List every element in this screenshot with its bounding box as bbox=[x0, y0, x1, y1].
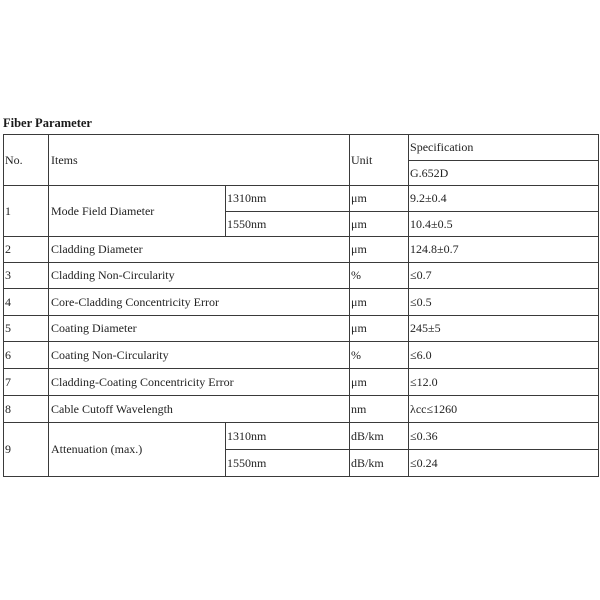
header-unit: Unit bbox=[350, 135, 409, 186]
row-item: Coating Non-Circularity bbox=[49, 342, 350, 369]
table-title: Fiber Parameter bbox=[3, 116, 92, 130]
table-row bbox=[4, 423, 599, 450]
row-item: Cladding Non-Circularity bbox=[49, 263, 350, 289]
table-row bbox=[4, 186, 599, 212]
row-number: 7 bbox=[4, 369, 49, 396]
row-wavelength: 1550nm bbox=[226, 450, 350, 477]
row-wavelength: 1310nm bbox=[226, 186, 350, 212]
row-number: 6 bbox=[4, 342, 49, 369]
header-row bbox=[4, 135, 599, 161]
row-spec: ≤6.0 bbox=[409, 342, 599, 369]
row-spec: 124.8±0.7 bbox=[409, 237, 599, 263]
row-number: 2 bbox=[4, 237, 49, 263]
row-spec: ≤0.36 bbox=[409, 423, 599, 450]
row-spec: ≤12.0 bbox=[409, 369, 599, 396]
row-item: Cable Cutoff Wavelength bbox=[49, 396, 350, 423]
row-number: 3 bbox=[4, 263, 49, 289]
row-spec: 10.4±0.5 bbox=[409, 212, 599, 237]
header-spec-type: G.652D bbox=[409, 161, 599, 186]
row-unit: μm bbox=[350, 289, 409, 316]
header-items: Items bbox=[49, 135, 350, 186]
header-specification: Specification bbox=[409, 135, 599, 161]
table-row bbox=[4, 316, 599, 342]
table-row bbox=[4, 342, 599, 369]
table-row bbox=[4, 289, 599, 316]
header-no: No. bbox=[4, 135, 49, 186]
row-spec: λcc≤1260 bbox=[409, 396, 599, 423]
fiber-parameter-table bbox=[3, 134, 599, 477]
table-row bbox=[4, 396, 599, 423]
row-wavelength: 1550nm bbox=[226, 212, 350, 237]
row-unit: μm bbox=[350, 186, 409, 212]
row-unit: μm bbox=[350, 212, 409, 237]
row-spec: ≤0.24 bbox=[409, 450, 599, 477]
row-spec: ≤0.7 bbox=[409, 263, 599, 289]
row-unit: % bbox=[350, 263, 409, 289]
row-item: Attenuation (max.) bbox=[49, 423, 226, 477]
table-row bbox=[4, 263, 599, 289]
row-item: Mode Field Diameter bbox=[49, 186, 226, 237]
row-item: Coating Diameter bbox=[49, 316, 350, 342]
row-unit: nm bbox=[350, 396, 409, 423]
table-row bbox=[4, 237, 599, 263]
row-number: 9 bbox=[4, 423, 49, 477]
row-item: Core-Cladding Concentricity Error bbox=[49, 289, 350, 316]
row-wavelength: 1310nm bbox=[226, 423, 350, 450]
row-number: 5 bbox=[4, 316, 49, 342]
row-spec: 9.2±0.4 bbox=[409, 186, 599, 212]
table-row bbox=[4, 369, 599, 396]
row-spec: 245±5 bbox=[409, 316, 599, 342]
row-unit: μm bbox=[350, 316, 409, 342]
row-number: 4 bbox=[4, 289, 49, 316]
row-unit: dB/km bbox=[350, 423, 409, 450]
row-item: Cladding-Coating Concentricity Error bbox=[49, 369, 350, 396]
row-number: 8 bbox=[4, 396, 49, 423]
row-unit: % bbox=[350, 342, 409, 369]
row-unit: μm bbox=[350, 369, 409, 396]
row-unit: dB/km bbox=[350, 450, 409, 477]
row-unit: μm bbox=[350, 237, 409, 263]
row-number: 1 bbox=[4, 186, 49, 237]
row-item: Cladding Diameter bbox=[49, 237, 350, 263]
row-spec: ≤0.5 bbox=[409, 289, 599, 316]
